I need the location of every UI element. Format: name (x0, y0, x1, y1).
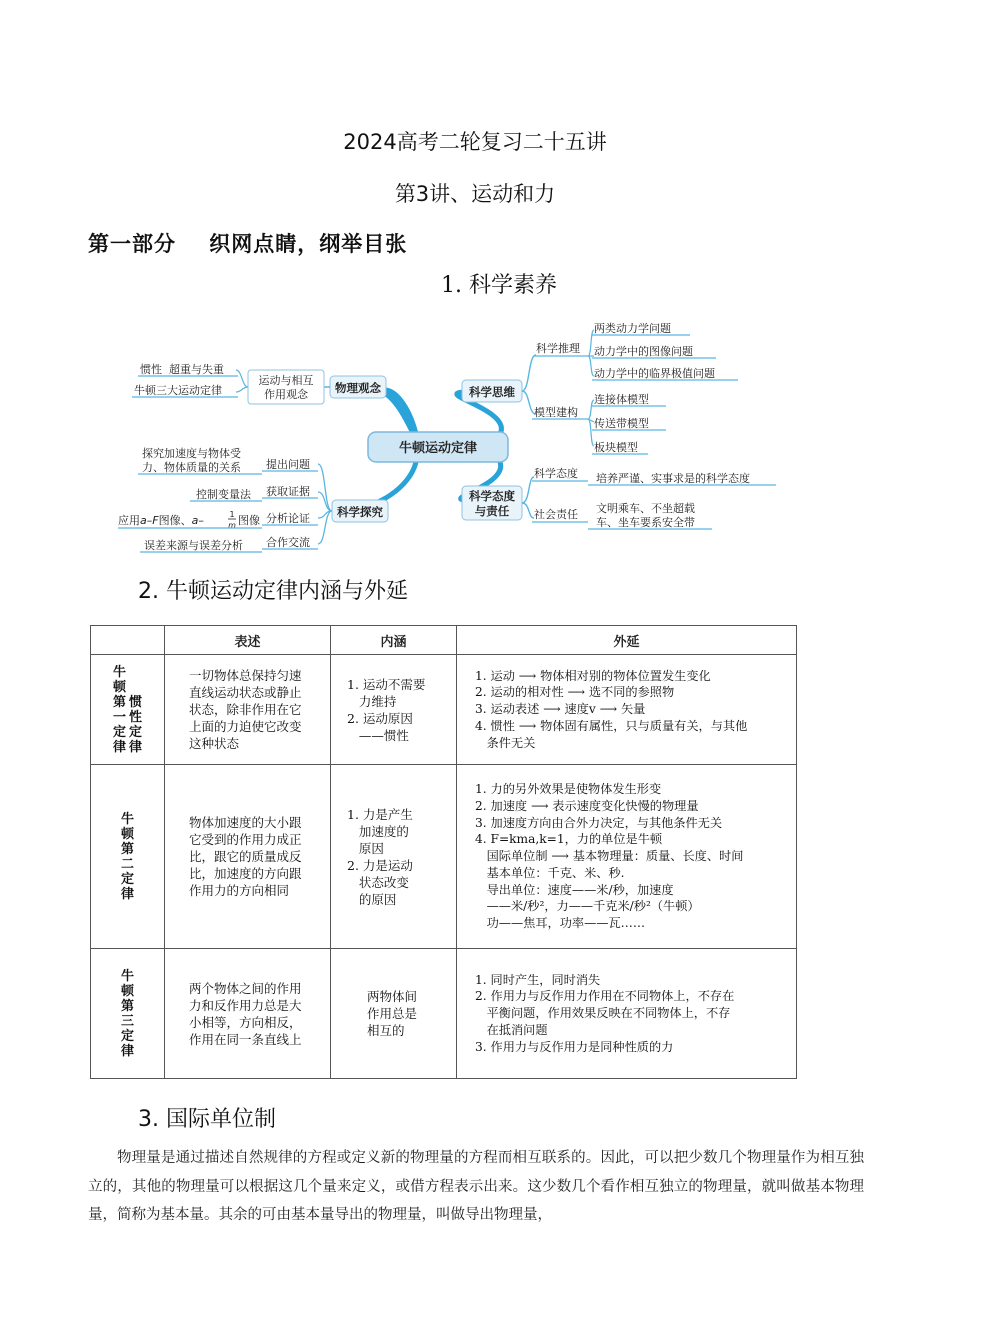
thinking-a-leaf-2: 动力学中的图像问题 (594, 345, 693, 358)
desc-cell (165, 765, 331, 949)
table-row (91, 765, 797, 949)
section-heading-3: 3. 国际单位制 (138, 1107, 276, 1132)
newton-law-table (90, 625, 797, 1079)
cell-text-line: 状态改变 (347, 874, 409, 890)
cell-text-line: 状态，除非作用在它 (189, 702, 302, 717)
cell-text-line: 2. 作用力与反作用力作用在不同物体上，不存在 (475, 989, 735, 1004)
desc-cell (165, 949, 331, 1079)
cell-text-line: 2. 加速度 ⟶ 表示速度变化快慢的物理量 (475, 798, 699, 813)
concept-leaf-2: 牛顿三大运动定律 (134, 384, 222, 397)
concept-sub-line1: 运动与相互 (258, 374, 314, 387)
header-cell-law (91, 626, 165, 655)
inquiry-item-2: 获取证据 (266, 485, 310, 498)
svg-text:图像: 图像 (238, 514, 260, 527)
svg-text:应用a–F图像、a–: 应用a–F图像、a– (118, 514, 204, 527)
cell-text-line: 两个物体之间的作用 (189, 980, 302, 996)
ext-cell (457, 765, 797, 949)
conn-cell (331, 655, 457, 765)
cell-text-line: 1. 运动不需要 (347, 676, 426, 692)
cell-text-line: 力维持 (347, 693, 397, 709)
center-node-label: 牛顿运动定律 (398, 441, 478, 456)
inquiry-leaf-c: 误差来源与误差分析 (144, 539, 243, 552)
cell-text-line: 导出单位：速度——米/秒，加速度 (475, 882, 674, 897)
attitude-a-label: 科学态度 (534, 467, 578, 480)
attitude-b-leaf-2: 车、坐车要系安全带 (596, 516, 695, 529)
mind-map (118, 312, 788, 560)
table-header-row (91, 626, 797, 655)
cell-text-line: 作用总是 (367, 1006, 418, 1021)
cell-text-line: 1. 同时产生，同时消失 (475, 972, 601, 987)
cell-text-line: 功——焦耳，功率——瓦…… (475, 916, 646, 931)
law-cell (91, 765, 165, 949)
body-paragraph: 物理量是通过描述自然规律的方程或定义新的物理量的方程而相互联系的。因此，可以把少数几个物理量作为相互独立的，其他的物理量可以根据这几个量来定义，或借方程表示出来。这少数几个看作相互独立的物理量，就叫做基本物理量，简称为基本量。其余的可由基本量导出的物理量，叫做导出物理量， (88, 1150, 864, 1223)
law-cell (91, 949, 165, 1079)
header-cell-desc: 表述 (165, 626, 331, 655)
attitude-a-leaf: 培养严谨、实事求是的科学态度 (596, 472, 750, 485)
attitude-b-leaf-1: 文明乘车、不坐超载 (596, 502, 695, 515)
attitude-connector (522, 477, 534, 518)
cell-text-line: 上面的力迫使它改变 (189, 719, 302, 734)
cell-text-line: 2. 运动的相对性 ⟶ 选不同的参照物 (475, 685, 675, 700)
thinking-b-leaf-1: 连接体模型 (594, 393, 649, 406)
inquiry-connector (318, 464, 332, 544)
svg-text:m: m (228, 521, 236, 530)
document-subtitle: 第3讲、运动和力 (394, 182, 556, 206)
cell-text-line: 直线运动状态或静止 (189, 685, 302, 700)
cell-text-line: 1. 力的另外效果是使物体发生形变 (475, 781, 662, 796)
thinking-a-leaf-1: 两类动力学问题 (594, 322, 671, 335)
document-title: 2024高考二轮复习二十五讲 (343, 130, 607, 154)
cell-text-line: 力和反作用力总是大 (189, 997, 302, 1013)
svg-text:1: 1 (229, 510, 235, 519)
law-name: 牛顿第一定律 (112, 664, 126, 755)
cell-text-line: ——米/秒²，力——千克米/秒²（牛顿） (475, 899, 700, 914)
cell-text-line: ——惯性 (347, 727, 409, 743)
inquiry-node-label: 科学探究 (337, 505, 383, 519)
law-name: 牛顿第二定律 (120, 811, 134, 902)
law-alias: 惯性定律 (128, 694, 142, 755)
header-cell-ext: 外延 (457, 626, 797, 655)
cell-text-line: 1. 力是产生 (347, 806, 413, 822)
attitude-b-label: 社会责任 (534, 508, 578, 521)
attitude-node-line2: 与责任 (474, 504, 510, 518)
thinking-b-leaf-3: 板块模型 (594, 441, 638, 454)
cell-text-line: 平衡问题，作用效果反映在不同物体上，不存 (475, 1006, 731, 1021)
inquiry-item-3: 分析论证 (266, 512, 310, 525)
law-cell (91, 655, 165, 765)
cell-text-line: 作用在同一条直线上 (189, 1031, 302, 1047)
cell-text-line: 物体加速度的大小跟 (189, 815, 302, 830)
cell-text-line: 3. 运动表述 ⟶ 速度v ⟶ 矢量 (475, 702, 646, 717)
ext-cell (457, 949, 797, 1079)
concept-leaf-connector (236, 370, 248, 392)
cell-text-line: 加速度的 (347, 823, 409, 839)
ext-cell (457, 655, 797, 765)
conn-cell (331, 765, 457, 949)
thinking-b-leaf-2: 传送带模型 (594, 417, 649, 430)
inquiry-leaf-a (118, 510, 260, 530)
concept-node-label: 物理观念 (335, 381, 381, 395)
cell-text-line: 3. 加速度方向由合外力决定，与其他条件无关 (475, 815, 723, 830)
inquiry-item-1: 提出问题 (266, 458, 310, 471)
conn-cell (331, 949, 457, 1079)
cell-text-line: 3. 作用力与反作用力是同种性质的力 (475, 1039, 674, 1054)
inquiry-leaf-e: 控制变量法 (196, 488, 251, 501)
thinking-b-label: 模型建构 (534, 406, 578, 419)
cell-text-line: 2. 运动原因 (347, 710, 413, 726)
section-heading-1: 1. 科学素养 (441, 273, 557, 298)
section-heading-2: 2. 牛顿运动定律内涵与外延 (138, 579, 408, 604)
table-row (91, 949, 797, 1079)
cell-text-line: 一切物体总保持匀速 (189, 668, 302, 683)
thinking-a-leaf-3: 动力学中的临界极值问题 (594, 367, 715, 380)
cell-text-line: 比，加速度的方向跟 (189, 866, 302, 881)
part-heading: 第一部分 织网点睛，纲举目张 (88, 232, 408, 256)
thinking-node-label: 科学思维 (469, 385, 515, 399)
cell-text-line: 4. F=kma,k=1，力的单位是牛顿 (475, 832, 663, 847)
cell-text-line: 它受到的作用力成正 (189, 832, 302, 847)
header-cell-conn: 内涵 (331, 626, 457, 655)
cell-text-line: 小相等，方向相反， (189, 1014, 302, 1030)
cell-text-line: 4. 惯性 ⟶ 物体固有属性，只与质量有关，与其他 (475, 718, 748, 733)
cell-text-line: 这种状态 (189, 736, 240, 751)
law-name: 牛顿第三定律 (120, 968, 134, 1059)
inquiry-leaf-q-2: 力、物体质量的关系 (142, 461, 241, 474)
cell-text-line: 1. 运动 ⟶ 物体相对别的物体位置发生变化 (475, 668, 711, 683)
concept-leaf-1: 惯性 超重与失重 (140, 363, 224, 376)
cell-text-line: 条件无关 (475, 735, 536, 750)
cell-text-line: 基本单位：千克、米、秒. (475, 865, 625, 880)
attitude-node-line1: 科学态度 (469, 489, 515, 503)
desc-cell (165, 655, 331, 765)
cell-text-line: 的原因 (347, 891, 397, 907)
cell-text-line: 国际单位制 ⟶ 基本物理量：质量、长度、时间 (475, 849, 744, 864)
cell-text-line: 原因 (347, 840, 384, 856)
cell-text-line: 在抵消问题 (475, 1022, 548, 1037)
cell-text-line: 作用力的方向相同 (189, 883, 290, 898)
cell-text-line: 相互的 (367, 1023, 405, 1038)
concept-sub-line2: 作用观念 (264, 388, 308, 401)
cell-text-line: 两物体间 (367, 989, 418, 1004)
inquiry-leaf-q-1: 探究加速度与物体受 (142, 447, 241, 460)
cell-text-line: 比，跟它的质量成反 (189, 849, 302, 864)
thinking-a-label: 科学推理 (536, 342, 580, 355)
inquiry-item-4: 合作交流 (266, 536, 310, 549)
cell-text-line: 2. 力是运动 (347, 857, 413, 873)
table-row (91, 655, 797, 765)
